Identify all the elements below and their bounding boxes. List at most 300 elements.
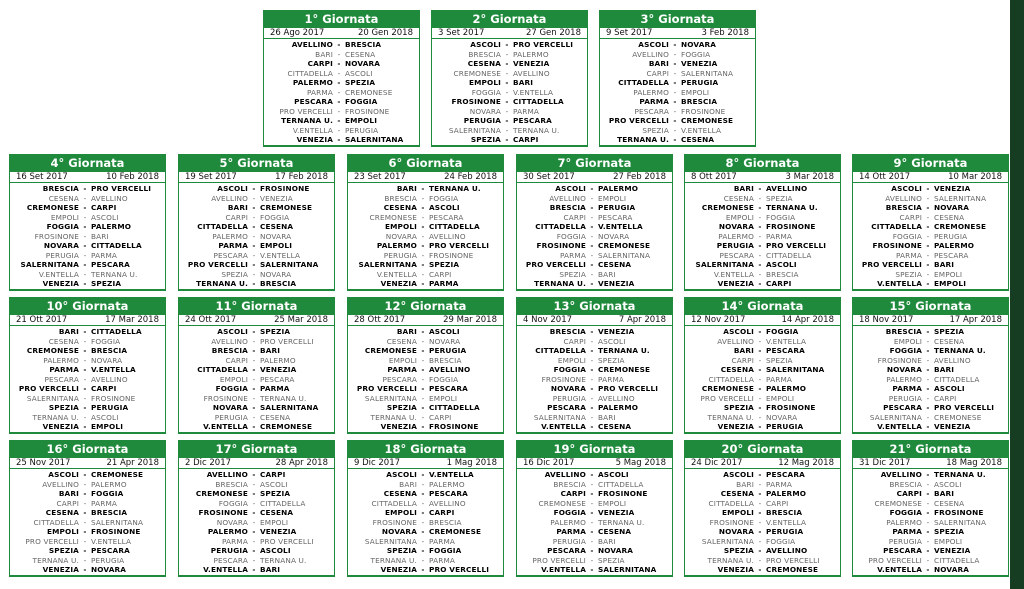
away-team: CREMONESE <box>260 422 313 431</box>
home-team: PALERMO <box>376 241 417 250</box>
match-separator: - <box>421 403 425 412</box>
match-row <box>685 489 840 499</box>
away-team: V.ENTELLA <box>766 517 807 527</box>
giornata-dates <box>264 28 419 39</box>
away-team: PESCARA <box>766 470 805 479</box>
match-separator: - <box>421 203 425 212</box>
away-team: BRESCIA <box>260 279 297 288</box>
match-separator: - <box>83 327 87 336</box>
match-row <box>10 222 165 232</box>
match-separator: - <box>758 212 762 222</box>
home-team: TERNANA U. <box>707 412 754 422</box>
away-team: EMPOLI <box>260 517 289 527</box>
match-separator: - <box>758 374 762 384</box>
match-row <box>853 222 1008 232</box>
match-separator: - <box>590 193 594 203</box>
match-separator: - <box>252 422 256 431</box>
match-row <box>432 135 587 146</box>
match-separator: - <box>421 565 425 574</box>
giornata-title: 5° Giornata <box>179 155 334 172</box>
match-separator: - <box>758 203 762 212</box>
giornata-dates <box>348 458 503 469</box>
match-row <box>264 116 419 126</box>
away-team: BARI <box>934 365 955 374</box>
match-row <box>179 499 334 509</box>
home-team: PRO VERCELLI <box>525 260 586 269</box>
home-team: PERUGIA <box>716 241 754 250</box>
home-team: FROSINONE <box>451 97 501 106</box>
home-team: SALERNITANA <box>533 412 586 422</box>
match-separator: - <box>673 106 677 116</box>
match-separator: - <box>590 555 594 565</box>
match-row <box>10 546 165 556</box>
away-team: TERNANA U. <box>91 269 138 279</box>
home-team: PRO VERCELLI <box>700 393 754 403</box>
giornata-card <box>347 297 504 434</box>
giornata-card <box>178 440 335 577</box>
match-separator: - <box>252 393 256 403</box>
match-separator: - <box>673 78 677 87</box>
match-row <box>179 422 334 433</box>
giornata-dates <box>179 172 334 183</box>
away-team: PERUGIA <box>91 403 129 412</box>
home-team: CITTADELLA <box>287 68 333 78</box>
away-team: V.ENTELLA <box>429 470 474 479</box>
match-row <box>600 116 755 126</box>
match-row <box>517 194 672 204</box>
match-separator: - <box>252 355 256 365</box>
match-separator: - <box>421 384 425 393</box>
giornata-card <box>431 10 588 147</box>
match-separator: - <box>83 222 87 231</box>
away-team: CARPI <box>429 412 452 422</box>
home-team: TERNANA U. <box>617 135 669 144</box>
home-team: VENEZIA <box>380 565 417 574</box>
match-row <box>685 556 840 566</box>
home-team: AVELLINO <box>211 336 248 346</box>
away-team: NOVARA <box>681 40 717 49</box>
match-separator: - <box>337 78 341 87</box>
away-team: V.ENTELLA <box>766 336 807 346</box>
home-team: AVELLINO <box>42 479 79 489</box>
away-team: TERNANA U. <box>766 203 818 212</box>
away-team: EMPOLI <box>934 536 963 546</box>
match-separator: - <box>758 336 762 346</box>
match-row <box>10 499 165 509</box>
match-separator: - <box>505 59 509 68</box>
giornata-card <box>263 10 420 147</box>
away-team: ASCOLI <box>766 260 797 269</box>
giornata-card <box>347 440 504 577</box>
ritorno-date: 28 Apr 2018 <box>275 458 328 468</box>
match-separator: - <box>83 536 87 546</box>
match-row <box>10 489 165 499</box>
andata-date: 26 Ago 2017 <box>270 28 325 38</box>
match-row <box>685 260 840 270</box>
away-team: CESENA <box>598 422 632 431</box>
home-team: V.ENTELLA <box>877 565 922 574</box>
match-separator: - <box>252 527 256 536</box>
away-team: PALERMO <box>260 355 296 365</box>
away-team: PRO VERCELLI <box>429 241 490 250</box>
away-team: TERNANA U. <box>429 184 481 193</box>
match-separator: - <box>421 470 425 479</box>
away-team: PARMA <box>429 279 459 288</box>
match-row <box>517 565 672 576</box>
ritorno-date: 14 Apr 2018 <box>781 315 834 325</box>
match-separator: - <box>83 470 87 479</box>
match-separator: - <box>673 68 677 78</box>
giornata-card <box>852 440 1009 577</box>
match-row <box>853 213 1008 223</box>
home-team: BARI <box>399 479 417 489</box>
match-row <box>10 203 165 213</box>
home-team: CARPI <box>896 489 922 498</box>
home-team: PARMA <box>895 250 922 260</box>
match-row <box>853 489 1008 499</box>
home-team: CREMONESE <box>369 212 417 222</box>
home-team: CARPI <box>225 355 248 365</box>
match-row <box>600 97 755 107</box>
home-team: EMPOLI <box>725 212 754 222</box>
home-team: FROSINONE <box>198 508 248 517</box>
home-team: PARMA <box>892 527 922 536</box>
match-separator: - <box>252 231 256 241</box>
away-team: PALERMO <box>766 384 807 393</box>
match-row <box>10 251 165 261</box>
match-separator: - <box>505 49 509 59</box>
away-team: ASCOLI <box>598 336 626 346</box>
match-row <box>348 480 503 490</box>
away-team: CESENA <box>260 412 291 422</box>
match-row <box>432 78 587 88</box>
match-row <box>10 470 165 480</box>
match-list <box>348 183 503 290</box>
andata-date: 8 Ott 2017 <box>691 172 737 182</box>
match-row <box>179 270 334 280</box>
match-list <box>179 183 334 290</box>
ritorno-date: 10 Feb 2018 <box>106 172 159 182</box>
giornata-title: 2° Giornata <box>432 11 587 28</box>
andata-date: 14 Ott 2017 <box>859 172 911 182</box>
match-separator: - <box>83 346 87 355</box>
match-row <box>348 422 503 433</box>
away-team: FOGGIA <box>766 327 799 336</box>
match-row <box>348 403 503 413</box>
home-team: SALERNITANA <box>364 393 417 403</box>
giornata-title: 19° Giornata <box>517 441 672 458</box>
match-row <box>264 78 419 88</box>
away-team: V.ENTELLA <box>260 250 301 260</box>
away-team: V.ENTELLA <box>598 222 643 231</box>
andata-date: 31 Dic 2017 <box>859 458 911 468</box>
away-team: SPEZIA <box>598 355 625 365</box>
home-team: SALERNITANA <box>869 412 922 422</box>
home-team: EMPOLI <box>219 374 248 384</box>
match-row <box>10 232 165 242</box>
away-team: PRO VERCELLI <box>260 536 314 546</box>
match-row <box>264 88 419 98</box>
match-row <box>179 384 334 394</box>
home-team: SALERNITANA <box>701 536 754 546</box>
giornata-card <box>178 297 335 434</box>
away-team: PRO VERCELLI <box>429 565 490 574</box>
home-team: PESCARA <box>294 97 333 106</box>
match-separator: - <box>83 336 87 346</box>
match-row <box>348 499 503 509</box>
away-team: TERNANA U. <box>598 346 650 355</box>
match-row <box>10 527 165 537</box>
giornata-card <box>516 297 673 434</box>
home-team: AVELLINO <box>291 40 333 49</box>
away-team: TERNANA U. <box>260 555 307 565</box>
away-team: CITTADELLA <box>91 241 142 250</box>
match-separator: - <box>83 241 87 250</box>
away-team: PRO VERCELLI <box>91 184 152 193</box>
home-team: PESCARA <box>213 555 248 565</box>
away-team: PARMA <box>766 479 793 489</box>
away-team: CESENA <box>934 498 965 508</box>
home-team: V.ENTELLA <box>877 422 922 431</box>
match-separator: - <box>83 374 87 384</box>
home-team: PALERMO <box>292 78 333 87</box>
away-team: BARI <box>598 412 616 422</box>
match-separator: - <box>337 125 341 135</box>
giornata-card <box>178 154 335 291</box>
away-team: PESCARA <box>429 212 464 222</box>
match-row <box>179 565 334 576</box>
match-row <box>685 232 840 242</box>
away-team: AVELLINO <box>429 365 471 374</box>
home-team: FROSINONE <box>877 355 922 365</box>
away-team: PRO VERCELLI <box>513 40 574 49</box>
match-row <box>685 241 840 251</box>
home-team: BARI <box>733 346 754 355</box>
giornata-card <box>9 154 166 291</box>
match-row <box>10 508 165 518</box>
away-team: CREMONESE <box>598 241 651 250</box>
match-row <box>685 470 840 480</box>
away-team: SALERNITANA <box>766 365 825 374</box>
match-separator: - <box>758 555 762 565</box>
home-team: NOVARA <box>216 517 248 527</box>
home-team: BRESCIA <box>553 479 586 489</box>
giornata-dates <box>517 458 672 469</box>
andata-date: 21 Ott 2017 <box>16 315 68 325</box>
match-separator: - <box>337 97 341 106</box>
andata-date: 18 Nov 2017 <box>859 315 914 325</box>
ritorno-date: 5 Mag 2018 <box>615 458 666 468</box>
home-team: CARPI <box>225 212 248 222</box>
home-team: EMPOLI <box>388 355 417 365</box>
away-team: EMPOLI <box>598 498 627 508</box>
match-separator: - <box>590 536 594 546</box>
away-team: CREMONESE <box>598 365 651 374</box>
match-separator: - <box>590 517 594 527</box>
match-row <box>179 537 334 547</box>
away-team: ASCOLI <box>345 68 373 78</box>
away-team: NOVARA <box>598 231 630 241</box>
away-team: NOVARA <box>91 355 123 365</box>
match-separator: - <box>421 241 425 250</box>
match-separator: - <box>673 49 677 59</box>
home-team: EMPOLI <box>893 336 922 346</box>
match-row <box>517 365 672 375</box>
match-separator: - <box>337 59 341 68</box>
away-team: PARMA <box>429 536 456 546</box>
home-team: NOVARA <box>718 527 754 536</box>
match-row <box>10 365 165 375</box>
match-row <box>853 337 1008 347</box>
match-row <box>600 107 755 117</box>
away-team: BRESCIA <box>91 346 128 355</box>
home-team: CREMONESE <box>453 68 501 78</box>
home-team: ASCOLI <box>891 184 922 193</box>
away-team: FROSINONE <box>260 184 310 193</box>
home-team: SPEZIA <box>470 135 501 144</box>
away-team: SALERNITANA <box>681 68 734 78</box>
match-separator: - <box>421 250 425 260</box>
match-row <box>517 403 672 413</box>
match-row <box>348 518 503 528</box>
home-team: BARI <box>58 327 79 336</box>
home-team: EMPOLI <box>557 355 586 365</box>
away-team: AVELLINO <box>598 393 635 403</box>
match-row <box>685 184 840 194</box>
match-row <box>10 184 165 194</box>
away-team: SPEZIA <box>766 355 793 365</box>
match-separator: - <box>252 479 256 489</box>
match-row <box>517 537 672 547</box>
match-separator: - <box>758 241 762 250</box>
match-row <box>517 251 672 261</box>
match-list <box>264 39 419 146</box>
match-separator: - <box>758 565 762 574</box>
home-team: PARMA <box>221 536 248 546</box>
match-separator: - <box>926 365 930 374</box>
home-team: NOVARA <box>550 384 586 393</box>
match-separator: - <box>590 327 594 336</box>
home-team: EMPOLI <box>468 78 501 87</box>
home-team: BRESCIA <box>42 184 79 193</box>
home-team: BRESCIA <box>211 346 248 355</box>
match-row <box>179 394 334 404</box>
giornata-dates <box>600 28 755 39</box>
andata-date: 4 Nov 2017 <box>523 315 573 325</box>
match-row <box>179 327 334 337</box>
andata-date: 9 Set 2017 <box>606 28 653 38</box>
home-team: PERUGIA <box>383 250 417 260</box>
home-team: CESENA <box>383 489 417 498</box>
away-team: V.ENTELLA <box>513 87 554 97</box>
away-team: ASCOLI <box>91 212 119 222</box>
away-team: AVELLINO <box>91 374 128 384</box>
andata-date: 16 Dic 2017 <box>523 458 575 468</box>
home-team: ASCOLI <box>386 470 417 479</box>
giornata-title: 1° Giornata <box>264 11 419 28</box>
match-separator: - <box>673 59 677 68</box>
away-team: VENEZIA <box>598 279 635 288</box>
match-separator: - <box>590 231 594 241</box>
match-row <box>348 546 503 556</box>
match-row <box>10 556 165 566</box>
match-separator: - <box>421 231 425 241</box>
match-row <box>600 50 755 60</box>
match-row <box>517 413 672 423</box>
home-team: PALERMO <box>43 355 79 365</box>
match-row <box>432 40 587 50</box>
home-team: CITTADELLA <box>535 222 586 231</box>
match-separator: - <box>421 336 425 346</box>
match-row <box>517 527 672 537</box>
away-team: BRESCIA <box>766 269 799 279</box>
match-separator: - <box>590 479 594 489</box>
away-team: PERUGIA <box>598 203 636 212</box>
home-team: FOGGIA <box>553 365 586 374</box>
away-team: AVELLINO <box>429 231 466 241</box>
match-separator: - <box>758 517 762 527</box>
home-team: FOGGIA <box>889 346 922 355</box>
away-team: VENEZIA <box>260 193 293 203</box>
match-separator: - <box>926 555 930 565</box>
match-separator: - <box>926 422 930 431</box>
away-team: PARMA <box>766 374 793 384</box>
away-team: AVELLINO <box>766 184 808 193</box>
match-row <box>685 365 840 375</box>
home-team: PESCARA <box>883 403 922 412</box>
match-separator: - <box>758 422 762 431</box>
ritorno-date: 27 Gen 2018 <box>525 28 581 38</box>
home-team: FROSINONE <box>34 231 79 241</box>
home-team: FROSINONE <box>536 241 586 250</box>
home-team: SPEZIA <box>895 269 922 279</box>
away-team: PRO VERCELLI <box>934 403 995 412</box>
match-separator: - <box>926 193 930 203</box>
away-team: CREMONESE <box>766 565 819 574</box>
home-team: BRESCIA <box>549 203 586 212</box>
match-row <box>517 346 672 356</box>
home-team: FOGGIA <box>556 231 586 241</box>
match-separator: - <box>590 470 594 479</box>
away-team: NOVARA <box>260 231 292 241</box>
home-team: PRO VERCELLI <box>861 260 922 269</box>
match-separator: - <box>505 40 509 49</box>
away-team: EMPOLI <box>766 393 795 403</box>
match-row <box>348 251 503 261</box>
giornata-title: 15° Giornata <box>853 298 1008 315</box>
match-separator: - <box>590 384 594 393</box>
match-separator: - <box>590 508 594 517</box>
away-team: PRO VERCELLI <box>766 555 820 565</box>
match-separator: - <box>337 135 341 144</box>
home-team: PRO VERCELLI <box>532 555 586 565</box>
match-separator: - <box>758 269 762 279</box>
away-team: NOVARA <box>766 412 798 422</box>
home-team: PRO VERCELLI <box>356 384 417 393</box>
away-team: FROSINONE <box>91 393 136 403</box>
away-team: EMPOLI <box>934 279 967 288</box>
away-team: PERUGIA <box>91 555 125 565</box>
match-list <box>853 469 1008 576</box>
away-team: PRO VERCELLI <box>260 336 314 346</box>
away-team: V.ENTELLA <box>91 536 132 546</box>
match-row <box>348 537 503 547</box>
giornata-title: 17° Giornata <box>179 441 334 458</box>
giornata-dates <box>517 172 672 183</box>
match-row <box>685 194 840 204</box>
match-row <box>179 470 334 480</box>
match-separator: - <box>83 384 87 393</box>
